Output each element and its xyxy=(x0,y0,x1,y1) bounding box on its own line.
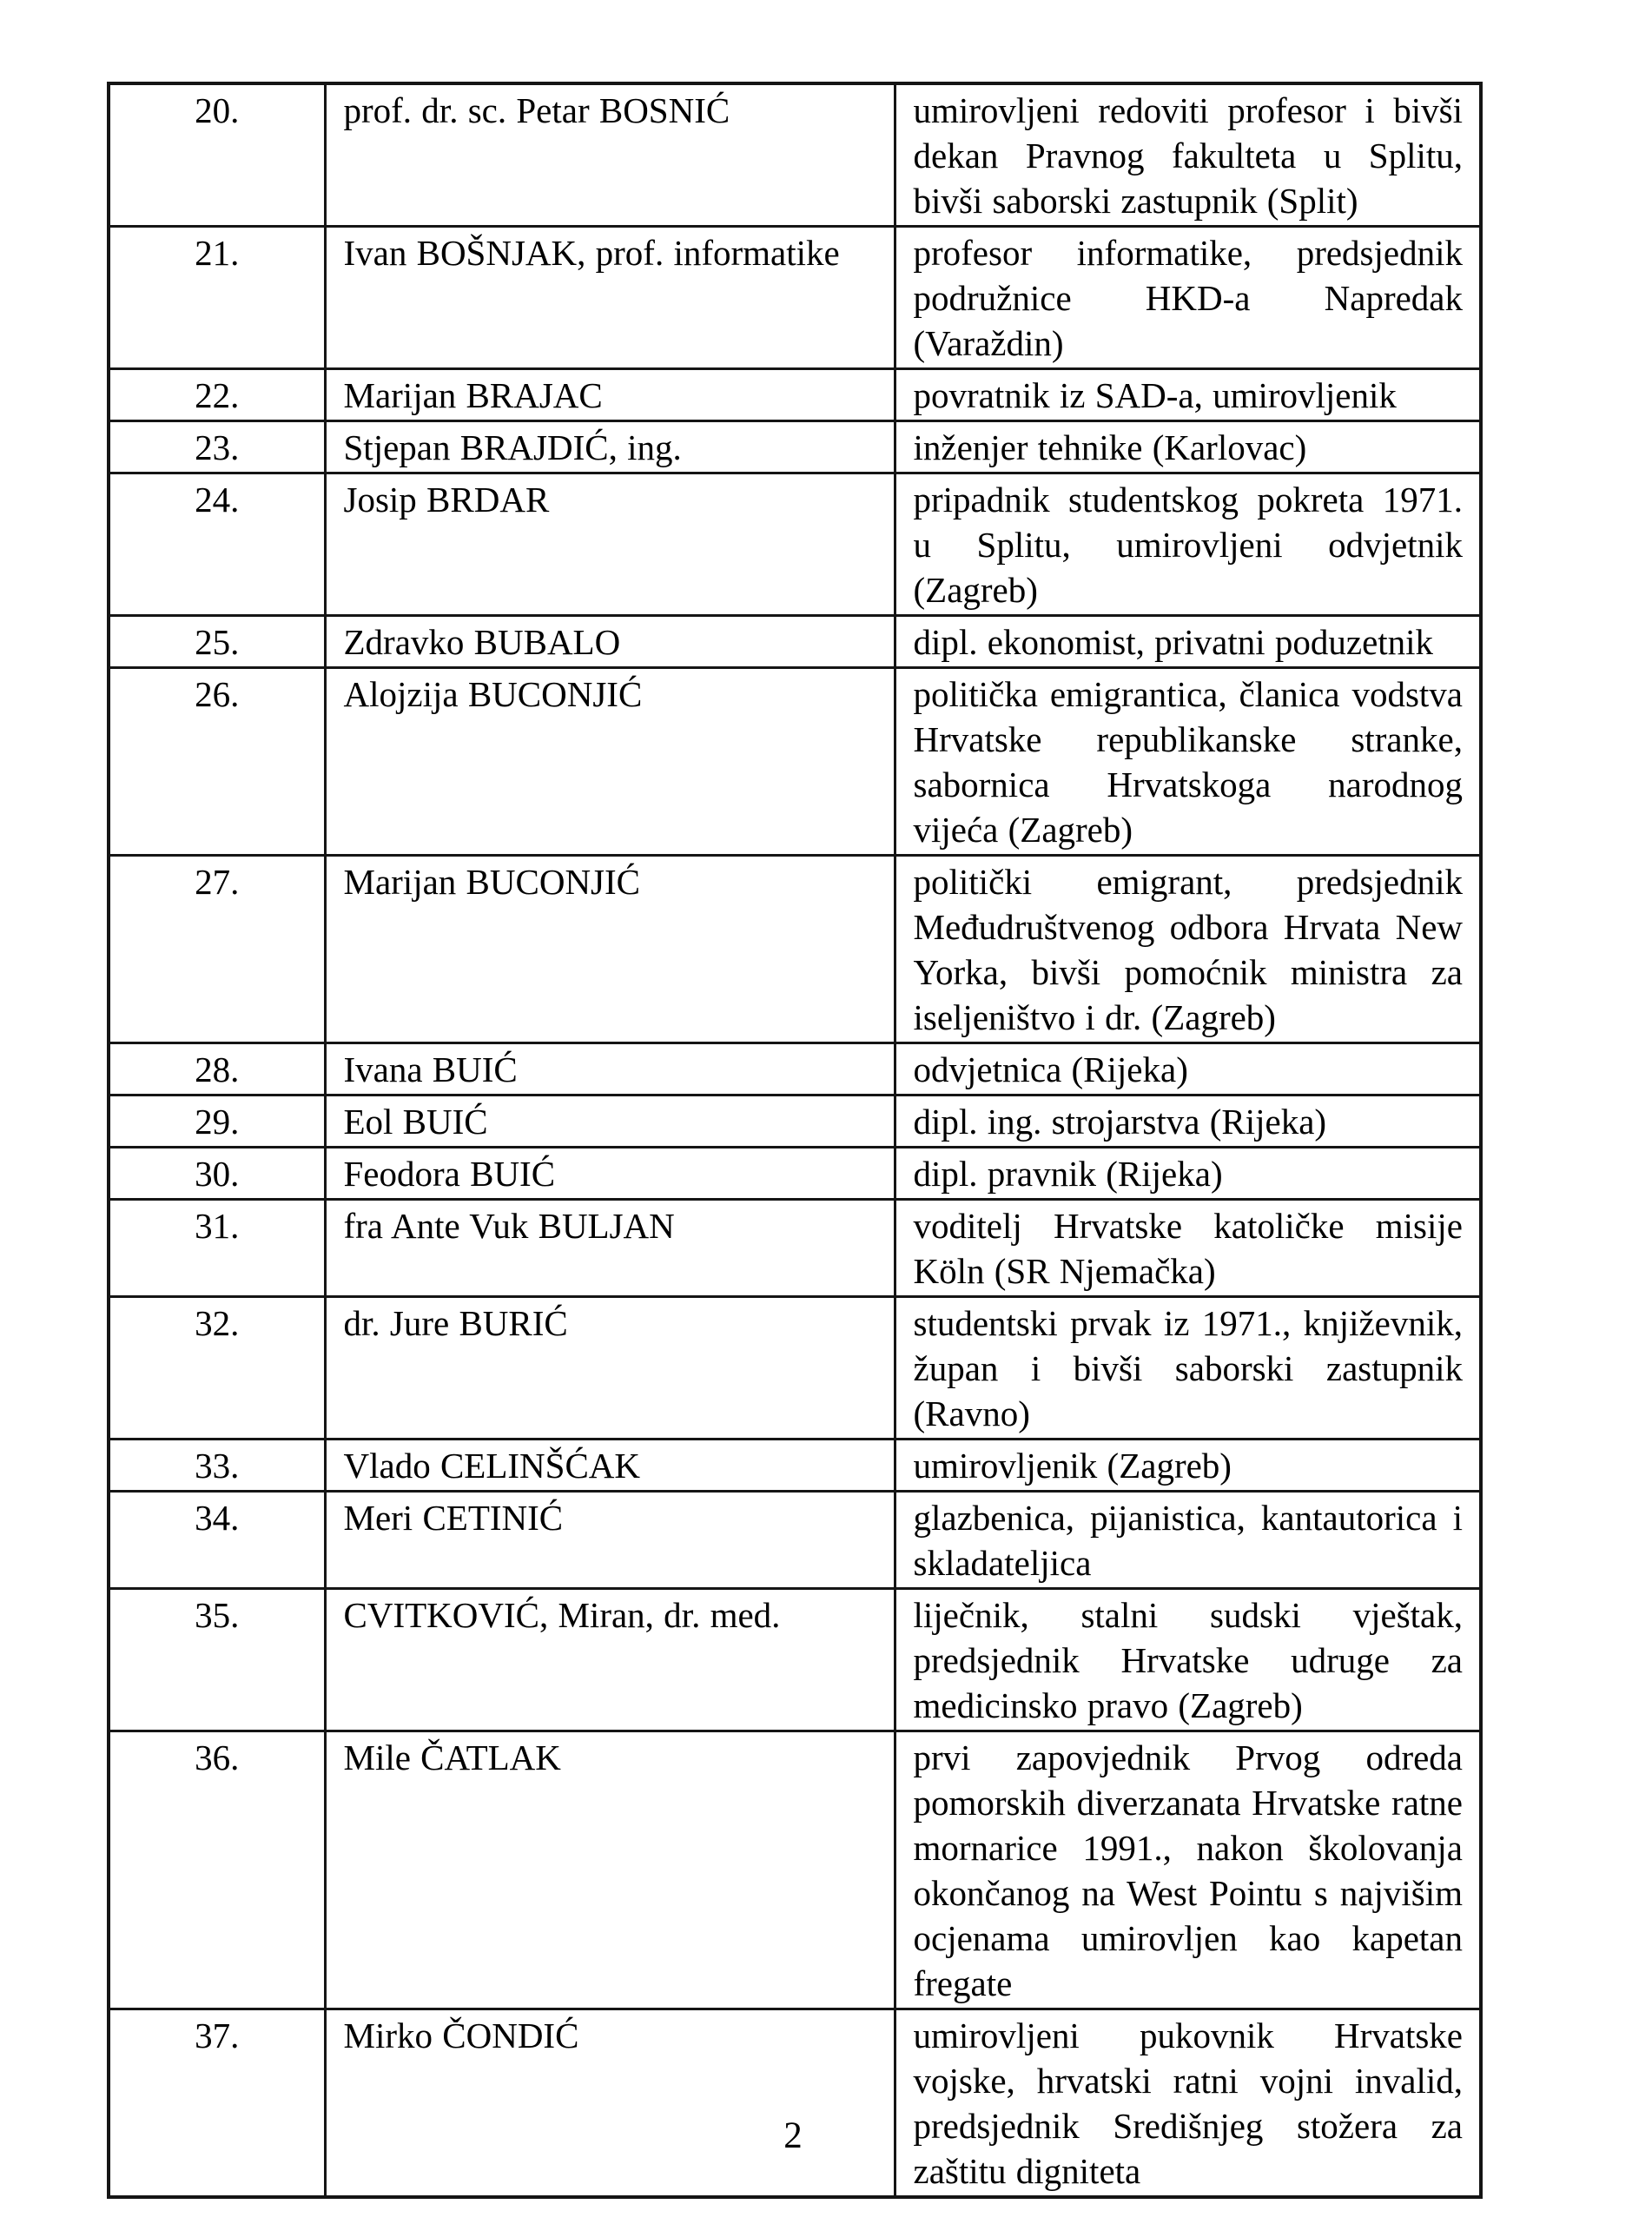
row-description: inženjer tehnike (Karlovac) xyxy=(895,421,1481,473)
table-row xyxy=(109,1440,1481,1492)
row-number: 21. xyxy=(109,227,325,369)
table-row xyxy=(109,1148,1481,1200)
row-description: glazbenica, pijanistica, kantautorica i skladateljica xyxy=(895,1492,1481,1589)
row-description: umirovljenik (Zagreb) xyxy=(895,1440,1481,1492)
row-description: umirovljeni redoviti profesor i bivši dekan Pravnog fakulteta u Splitu, bivši saborski zastupnik (Split) xyxy=(895,83,1481,227)
row-number: 33. xyxy=(109,1440,325,1492)
table-row xyxy=(109,616,1481,668)
table-row xyxy=(109,227,1481,369)
table-row xyxy=(109,473,1481,616)
row-description: povratnik iz SAD-a, umirovljenik xyxy=(895,369,1481,421)
row-number: 31. xyxy=(109,1200,325,1297)
table-row xyxy=(109,83,1481,227)
table-row xyxy=(109,668,1481,856)
row-name: Marijan BRAJAC xyxy=(325,369,895,421)
row-number: 26. xyxy=(109,668,325,856)
row-number: 28. xyxy=(109,1043,325,1095)
row-name: Feodora BUIĆ xyxy=(325,1148,895,1200)
row-description: odvjetnica (Rijeka) xyxy=(895,1043,1481,1095)
row-number: 34. xyxy=(109,1492,325,1589)
page-number: 2 xyxy=(783,2115,803,2156)
row-name: CVITKOVIĆ, Miran, dr. med. xyxy=(325,1589,895,1731)
row-description: politička emigrantica, članica vodstva Hrvatske republikanske stranke, sabornica Hrvatskoga narodnog vijeća (Zagreb) xyxy=(895,668,1481,856)
row-description: dipl. pravnik (Rijeka) xyxy=(895,1148,1481,1200)
row-description: prvi zapovjednik Prvog odreda pomorskih diverzanata Hrvatske ratne mornarice 1991., nakon školovanja okončanog na West Pointu s najvišim ocjenama umirovljen kao kapetan fregate xyxy=(895,1731,1481,2009)
row-number: 29. xyxy=(109,1095,325,1148)
row-number: 20. xyxy=(109,83,325,227)
row-description: profesor informatike, predsjednik podružnice HKD-a Napredak (Varaždin) xyxy=(895,227,1481,369)
row-name: Stjepan BRAJDIĆ, ing. xyxy=(325,421,895,473)
row-description: dipl. ing. strojarstva (Rijeka) xyxy=(895,1095,1481,1148)
row-number: 30. xyxy=(109,1148,325,1200)
row-number: 27. xyxy=(109,856,325,1043)
table-row xyxy=(109,1095,1481,1148)
table-row xyxy=(109,1731,1481,2009)
row-number: 22. xyxy=(109,369,325,421)
row-name: fra Ante Vuk BULJAN xyxy=(325,1200,895,1297)
table-row xyxy=(109,1043,1481,1095)
table-row xyxy=(109,2009,1481,2198)
table-row xyxy=(109,421,1481,473)
table-row xyxy=(109,1492,1481,1589)
row-name: Ivana BUIĆ xyxy=(325,1043,895,1095)
table-row xyxy=(109,856,1481,1043)
row-name: prof. dr. sc. Petar BOSNIĆ xyxy=(325,83,895,227)
row-name: Ivan BOŠNJAK, prof. informatike xyxy=(325,227,895,369)
row-description: pripadnik studentskog pokreta 1971. u Splitu, umirovljeni odvjetnik (Zagreb) xyxy=(895,473,1481,616)
table-row xyxy=(109,1200,1481,1297)
row-number: 24. xyxy=(109,473,325,616)
row-number: 32. xyxy=(109,1297,325,1440)
row-name: Mirko ČONDIĆ xyxy=(325,2009,895,2198)
roster-table xyxy=(107,82,1483,2199)
row-description: voditelj Hrvatske katoličke misije Köln (SR Njemačka) xyxy=(895,1200,1481,1297)
row-name: Eol BUIĆ xyxy=(325,1095,895,1148)
row-name: Alojzija BUCONJIĆ xyxy=(325,668,895,856)
table-row xyxy=(109,369,1481,421)
row-number: 35. xyxy=(109,1589,325,1731)
table-row xyxy=(109,1297,1481,1440)
row-number: 37. xyxy=(109,2009,325,2198)
row-name: Marijan BUCONJIĆ xyxy=(325,856,895,1043)
row-name: Meri CETINIĆ xyxy=(325,1492,895,1589)
row-name: Josip BRDAR xyxy=(325,473,895,616)
row-name: Zdravko BUBALO xyxy=(325,616,895,668)
row-name: Vlado CELINŠĆAK xyxy=(325,1440,895,1492)
row-description: dipl. ekonomist, privatni poduzetnik xyxy=(895,616,1481,668)
table-row xyxy=(109,1589,1481,1731)
row-name: Mile ČATLAK xyxy=(325,1731,895,2009)
row-description: studentski prvak iz 1971., književnik, župan i bivši saborski zastupnik (Ravno) xyxy=(895,1297,1481,1440)
row-number: 36. xyxy=(109,1731,325,2009)
roster-table-body xyxy=(109,83,1481,2197)
row-description: politički emigrant, predsjednik Međudruštvenog odbora Hrvata New Yorka, bivši pomoćnik ministra za iseljeništvo i dr. (Zagreb) xyxy=(895,856,1481,1043)
row-description: umirovljeni pukovnik Hrvatske vojske, hrvatski ratni vojni invalid, predsjednik Središnjeg stožera za zaštitu digniteta xyxy=(895,2009,1481,2198)
row-description: liječnik, stalni sudski vještak, predsjednik Hrvatske udruge za medicinsko pravo (Zagreb) xyxy=(895,1589,1481,1731)
row-number: 23. xyxy=(109,421,325,473)
row-name: dr. Jure BURIĆ xyxy=(325,1297,895,1440)
row-number: 25. xyxy=(109,616,325,668)
